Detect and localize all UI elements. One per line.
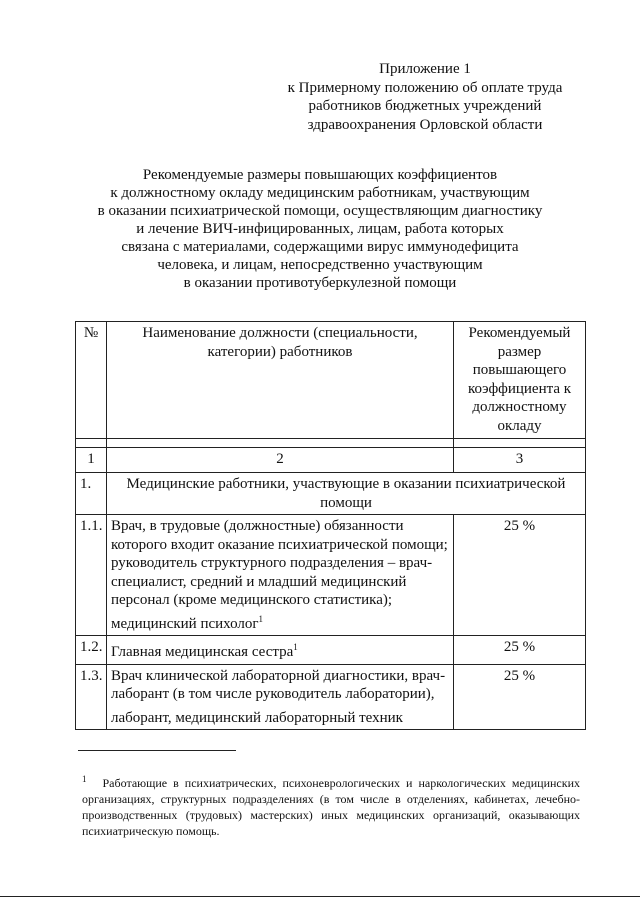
header-separator — [76, 439, 586, 448]
row-text: Врач, в трудовые (должностные) обязанности которого входит оказание психиатрической помощи; руководитель структурного подразделения – врач-специалист, средний и младший медицинский персонал (кроме медицинского статистика); медицинский психолог — [111, 518, 448, 632]
row-coefficient: 25 % — [454, 664, 586, 730]
row-position-text — [107, 664, 454, 730]
title-line-3: в оказании психиатрической помощи, осуществляющим диагностику — [97, 203, 543, 219]
section-row — [76, 473, 586, 515]
title-line-7: в оказании противотуберкулезной помощи — [183, 275, 457, 291]
footnote-mark: 1 — [293, 642, 298, 652]
table-row — [76, 515, 586, 636]
row-position-text — [107, 636, 454, 665]
title-line-5: связана с материалами, содержащими вирус иммунодефицита — [121, 239, 519, 255]
table-row — [76, 664, 586, 730]
row-text: Врач клинической лабораторной диагностики, врач-лаборант (в том числе руководитель лаборатории), лаборант, медицинский лабораторный техник — [111, 667, 446, 726]
row-coefficient: 25 % — [454, 515, 586, 636]
section-title: Медицинские работники, участвующие в оказании психиатрической помощи — [107, 473, 586, 515]
row-number: 1.3. — [76, 664, 107, 730]
column-index-3: 3 — [454, 448, 586, 473]
footnote-text: Работающие в психиатрических, психоневрологических и наркологических медицинских организациях, структурных подразделениях (в том числе в отделениях, кабинетах, лечебно-производственных (трудовых) мастерских) иных медицинских организаций, оказывающих психиатрическую помощь. — [82, 776, 580, 838]
header-coefficient: Рекомендуемый размер повышающего коэффициента к должностному окладу — [454, 322, 586, 439]
column-index-1: 1 — [76, 448, 107, 473]
appendix-line-1: Приложение 1 — [379, 61, 471, 77]
appendix-line-4: здравоохранения Орловской области — [307, 116, 543, 133]
appendix-heading — [270, 60, 580, 134]
title-line-1: Рекомендуемые размеры повышающих коэффициентов — [142, 167, 498, 183]
column-index-row — [76, 448, 586, 473]
title-line-2: к должностному окладу медицинским работникам, участвующим — [110, 185, 530, 201]
row-text: Главная медицинская сестра — [111, 644, 294, 660]
title-line-4: и лечение ВИЧ-инфицированных, лицам, работа которых — [136, 221, 504, 237]
footnote-divider — [78, 750, 236, 751]
title-line-6: человека, и лицам, непосредственно участвующим — [157, 257, 483, 273]
appendix-line-2: к Примерному положению об оплате труда — [287, 79, 563, 96]
coefficients-table — [75, 321, 586, 730]
table-header-row — [76, 322, 586, 439]
footnote-number: 1 — [82, 774, 87, 784]
document-title — [60, 166, 580, 292]
table-row — [76, 636, 586, 665]
footnote-mark: 1 — [258, 613, 264, 624]
column-index-2: 2 — [107, 448, 454, 473]
row-coefficient: 25 % — [454, 636, 586, 665]
section-number: 1. — [76, 473, 107, 515]
footnote — [82, 771, 580, 839]
header-position-name: Наименование должности (специальности, категории) работников — [107, 322, 454, 439]
row-number: 1.1. — [76, 515, 107, 636]
appendix-line-3: работников бюджетных учреждений — [308, 98, 542, 114]
row-position-text — [107, 515, 454, 636]
header-number: № — [76, 322, 107, 439]
page-bottom-rule — [0, 896, 640, 897]
row-number: 1.2. — [76, 636, 107, 665]
